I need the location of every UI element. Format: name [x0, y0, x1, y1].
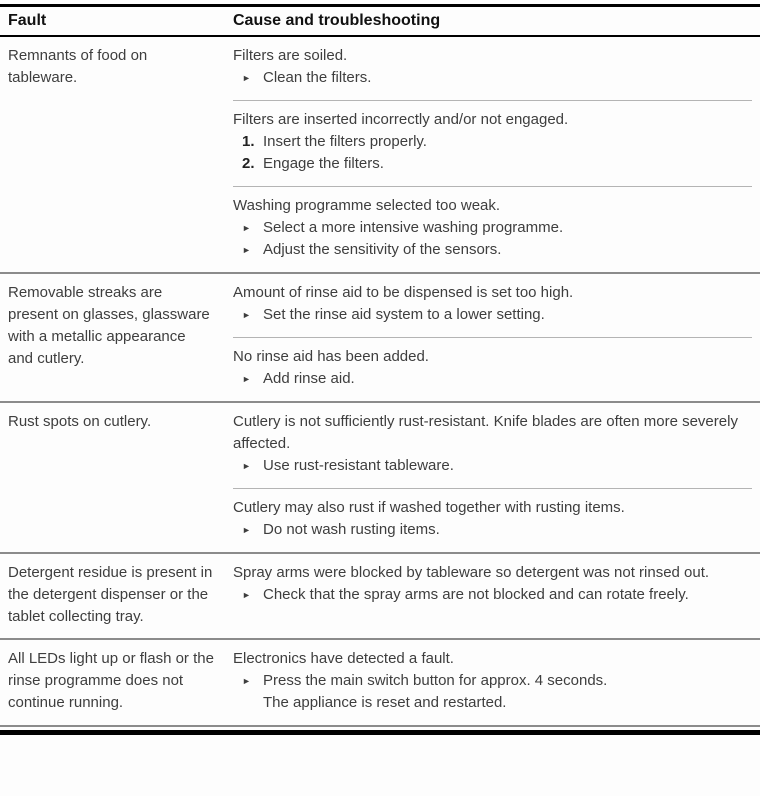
step-text [263, 217, 752, 239]
action-arrow-icon: ► [242, 590, 251, 600]
step-line: The appliance is reset and restarted. [263, 694, 507, 711]
table-end-rule-black [0, 730, 760, 735]
step-line: Use rust-resistant tableware. [263, 457, 454, 474]
cause-text: Filters are soiled. [233, 47, 348, 64]
cause-text: Washing programme selected too weak. [233, 197, 501, 214]
step-line: Select a more intensive washing programme. [263, 219, 564, 236]
cause-block [233, 186, 752, 272]
cause-block [233, 37, 752, 100]
action-arrow-icon: ► [242, 223, 251, 233]
cause-cell [226, 273, 760, 402]
action-arrow-icon: ► [242, 676, 251, 686]
cause-text: Filters are inserted incorrectly and/or not engaged. [233, 111, 569, 128]
cause-block [233, 100, 752, 186]
step-text [263, 519, 752, 541]
action-arrow-icon: ► [242, 245, 251, 255]
cause-text: Amount of rinse aid to be dispensed is set too high. [233, 284, 574, 301]
action-step [233, 519, 752, 541]
cause-block [233, 640, 752, 725]
cause-text: No rinse aid has been added. [233, 348, 429, 365]
numbered-step [233, 153, 752, 175]
action-step [233, 368, 752, 390]
fault-cell: Rust spots on cutlery. [8, 413, 152, 430]
table-header [0, 6, 760, 37]
cause-cell [226, 639, 760, 725]
table-body [0, 36, 760, 725]
action-arrow-icon: ► [242, 461, 251, 471]
action-arrow-icon: ► [242, 73, 251, 83]
troubleshooting-table [0, 4, 760, 725]
step-line: Engage the filters. [263, 155, 384, 172]
step-number: 1. [242, 133, 255, 150]
cause-cell [226, 36, 760, 273]
action-step [233, 304, 752, 326]
cause-block [233, 403, 752, 488]
action-step [233, 584, 752, 606]
cause-block [233, 274, 752, 337]
cause-cell [226, 402, 760, 553]
step-text [263, 584, 752, 606]
step-text [263, 131, 752, 153]
step-text [263, 239, 752, 261]
step-text [263, 153, 752, 175]
numbered-step [233, 131, 752, 153]
action-arrow-icon: ► [242, 310, 251, 320]
step-line: Do not wash rusting items. [263, 521, 440, 538]
fault-cell: Removable streaks are present on glasses, glassware with a metallic appearance and cutlery. [8, 284, 210, 367]
cause-column-header: Cause and troubleshooting [226, 6, 760, 37]
step-text [263, 67, 752, 89]
cause-text: Spray arms were blocked by tableware so detergent was not rinsed out. [233, 564, 710, 581]
action-step [233, 67, 752, 89]
action-arrow-icon: ► [242, 525, 251, 535]
cause-text: Electronics have detected a fault. [233, 650, 454, 667]
cause-text: Cutlery may also rust if washed together with rusting items. [233, 499, 625, 516]
step-line: Adjust the sensitivity of the sensors. [263, 241, 502, 258]
action-step [233, 670, 752, 714]
step-line: Press the main switch button for approx. 4 seconds. [263, 672, 608, 689]
step-line: Check that the spray arms are not blocked and can rotate freely. [263, 586, 689, 603]
step-line: Set the rinse aid system to a lower setting. [263, 306, 545, 323]
fault-column-header: Fault [0, 6, 226, 37]
step-text [263, 304, 752, 326]
action-step [233, 217, 752, 239]
step-line: Clean the filters. [263, 69, 372, 86]
cause-block [233, 488, 752, 552]
step-number: 2. [242, 155, 255, 172]
table-row [0, 402, 760, 553]
table-row [0, 36, 760, 273]
action-step [233, 455, 752, 477]
step-text [263, 670, 752, 714]
step-line: Insert the filters properly. [263, 133, 427, 150]
fault-cell: Detergent residue is present in the detergent dispenser or the tablet collecting tray. [8, 564, 213, 625]
table-row [0, 639, 760, 725]
action-step [233, 239, 752, 261]
table-row [0, 273, 760, 402]
step-text [263, 455, 752, 477]
cause-block [233, 554, 752, 617]
fault-cell: All LEDs light up or flash or the rinse programme does not continue running. [8, 650, 214, 711]
step-line: Add rinse aid. [263, 370, 355, 387]
cause-cell [226, 553, 760, 639]
cause-block [233, 337, 752, 401]
action-arrow-icon: ► [242, 374, 251, 384]
fault-cell: Remnants of food on tableware. [8, 47, 148, 86]
header-row [0, 6, 760, 37]
table-end-rule-gray [0, 725, 760, 727]
step-text [263, 368, 752, 390]
table-row [0, 553, 760, 639]
cause-text: Cutlery is not sufficiently rust-resistant. Knife blades are often more severely affected. [233, 413, 738, 452]
